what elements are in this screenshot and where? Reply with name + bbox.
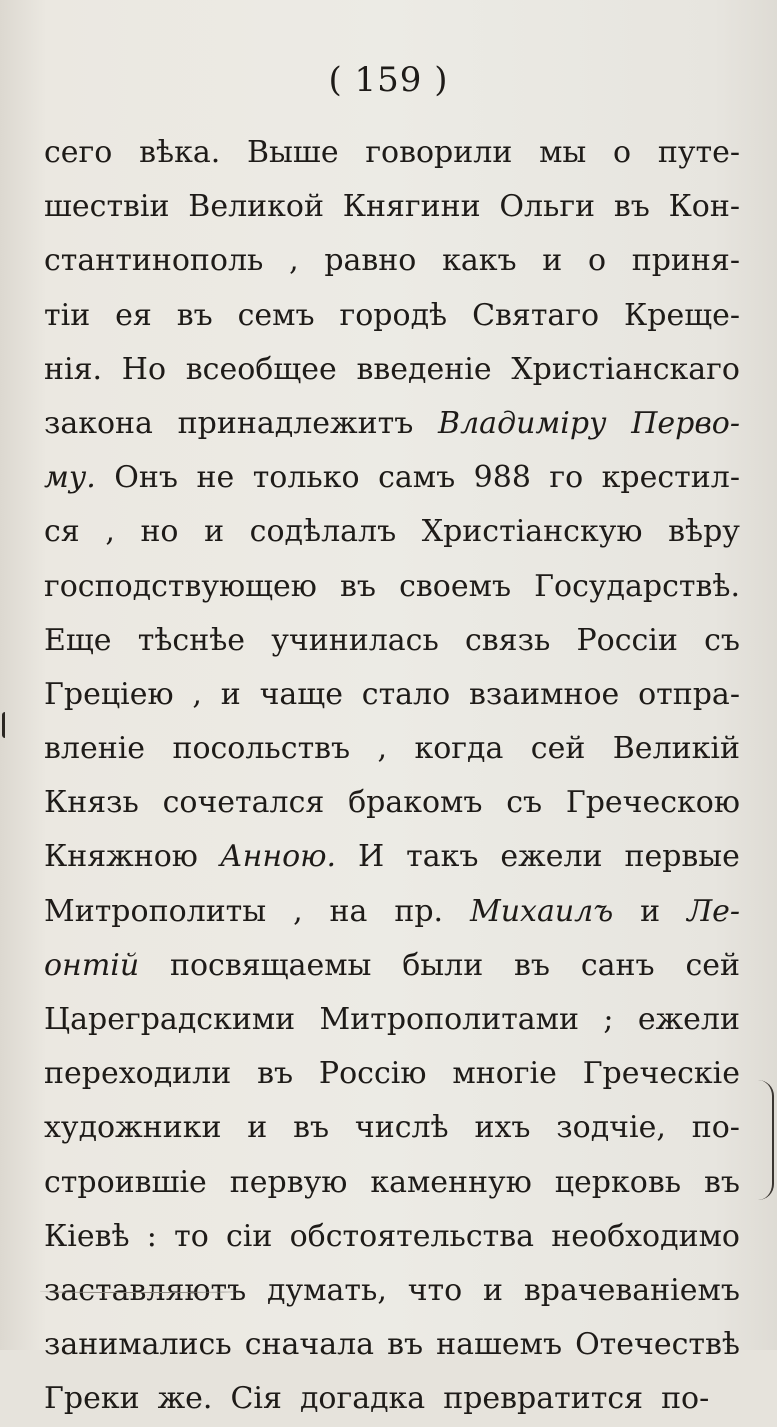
- word: Государствѣ.: [534, 568, 740, 604]
- word: художники: [44, 1110, 222, 1146]
- word: церковь: [554, 1164, 682, 1200]
- word: учинилась: [271, 622, 439, 658]
- text-line: [44, 451, 740, 505]
- word: необходимо: [551, 1218, 740, 1254]
- word: Отечествѣ: [575, 1327, 740, 1363]
- word: городѣ: [339, 297, 448, 333]
- word: первую: [229, 1164, 348, 1200]
- text-line: [44, 885, 740, 939]
- word: сей: [685, 947, 740, 983]
- word: и: [247, 1110, 268, 1146]
- text-line: [44, 560, 740, 614]
- word: господствующею: [44, 568, 317, 604]
- word: многіе: [452, 1056, 557, 1092]
- word: Великій: [612, 731, 740, 767]
- word: и: [640, 893, 661, 929]
- word: съ: [506, 785, 543, 821]
- text-line: [44, 289, 740, 343]
- page-number: ( 159 ): [328, 60, 449, 100]
- text-line: [44, 776, 740, 830]
- word: вѣру: [668, 514, 740, 550]
- body-text: [44, 126, 740, 1427]
- word: въ: [613, 189, 650, 225]
- word: Князь: [44, 785, 139, 821]
- word: мы: [539, 135, 587, 170]
- word: догадка: [299, 1381, 426, 1417]
- word: тѣснѣе: [137, 622, 246, 658]
- word: въ: [514, 947, 551, 983]
- text-line: [44, 722, 740, 776]
- word: нашемъ: [436, 1327, 563, 1363]
- word: вленіе: [44, 731, 146, 767]
- word: Сія: [230, 1381, 282, 1417]
- word: по-: [691, 1110, 740, 1146]
- word: посвящаемы: [170, 947, 372, 983]
- word: сочетался: [162, 785, 325, 821]
- word: :: [146, 1218, 157, 1254]
- word: ежели: [500, 839, 603, 875]
- word: нія.: [44, 351, 103, 387]
- word: Выше: [247, 135, 339, 170]
- word: Михаилъ: [469, 893, 614, 929]
- word: превратится: [443, 1381, 644, 1417]
- word: шествіи: [44, 189, 170, 225]
- word: вѣка.: [139, 135, 221, 170]
- word: бракомъ: [348, 785, 483, 821]
- word: ,: [289, 243, 299, 279]
- text-line: [44, 614, 740, 668]
- word: Христіанскаго: [511, 351, 740, 387]
- margin-bracket-right: [758, 1080, 774, 1200]
- word: зодчіе,: [556, 1110, 666, 1146]
- word: Святаго: [472, 297, 600, 333]
- word: Греки: [44, 1381, 140, 1417]
- word: что: [407, 1272, 463, 1308]
- word: были: [402, 947, 484, 983]
- word: приня-: [631, 243, 740, 279]
- word: ;: [603, 1002, 614, 1037]
- word: ея: [115, 297, 152, 333]
- word: ежели: [637, 1002, 740, 1037]
- word: Греческіе: [582, 1056, 740, 1092]
- word: закона: [44, 405, 153, 441]
- word: введеніе: [356, 351, 492, 387]
- text-line: [44, 180, 740, 234]
- text-line: [44, 668, 740, 722]
- word: своемъ: [399, 568, 512, 604]
- word: занимались: [44, 1327, 232, 1363]
- text-line: [44, 1372, 740, 1426]
- word: Владиміру: [438, 405, 607, 441]
- word: сей: [530, 731, 586, 767]
- word: Кон-: [668, 189, 740, 225]
- word: Митрополитами: [319, 1002, 580, 1037]
- word: переходили: [44, 1056, 232, 1092]
- text-line: [44, 1101, 740, 1155]
- word: го: [549, 460, 584, 496]
- word: отпра-: [638, 676, 740, 712]
- word: тіи: [44, 297, 91, 333]
- word: И: [358, 839, 385, 875]
- word: ся: [44, 514, 80, 550]
- word: Перво-: [631, 405, 740, 441]
- word: Кіевѣ: [44, 1218, 130, 1254]
- word: всеобщее: [185, 351, 337, 387]
- text-line: [44, 126, 740, 180]
- word: и: [204, 514, 225, 550]
- word: Цареградскими: [44, 1002, 296, 1037]
- word: путе-: [657, 135, 740, 170]
- word: онтій: [44, 947, 140, 983]
- word: заставляютъ: [44, 1272, 247, 1308]
- word: въ: [387, 1327, 424, 1363]
- word: только: [252, 460, 360, 496]
- word: Онъ: [114, 460, 178, 496]
- word: первые: [624, 839, 740, 875]
- word: числѣ: [354, 1110, 449, 1146]
- word: стантинополь: [44, 243, 264, 279]
- text-line: [44, 1210, 740, 1264]
- word: му.: [44, 460, 96, 496]
- word: Греціею: [44, 676, 174, 712]
- word: санъ: [580, 947, 655, 983]
- text-line: [44, 505, 740, 559]
- word: связь: [464, 622, 551, 658]
- word: то: [174, 1218, 209, 1254]
- word: крестил-: [601, 460, 740, 496]
- text-line: [44, 1047, 740, 1101]
- word: Еще: [44, 622, 112, 658]
- text-line: [44, 939, 740, 993]
- word: стало: [361, 676, 451, 712]
- word: семъ: [237, 297, 315, 333]
- word: сего: [44, 135, 113, 170]
- word: пр.: [394, 893, 444, 929]
- word: ,: [377, 731, 388, 767]
- word: Княжною: [44, 839, 198, 875]
- text-line: [44, 1318, 740, 1372]
- text-line: [44, 830, 740, 884]
- word: въ: [176, 297, 213, 333]
- word: принадлежитъ: [177, 405, 414, 441]
- word: ,: [105, 514, 115, 550]
- word: ихъ: [474, 1110, 531, 1146]
- word: строившіе: [44, 1164, 207, 1200]
- word: такъ: [406, 839, 479, 875]
- text-line: [44, 343, 740, 397]
- text-line: [44, 234, 740, 288]
- word: сначала: [244, 1327, 375, 1363]
- word: и: [542, 243, 563, 279]
- word: о: [587, 243, 607, 279]
- word: Креще-: [624, 297, 740, 333]
- word: о: [613, 135, 632, 170]
- word: по-: [661, 1381, 710, 1417]
- word: съ: [704, 622, 740, 658]
- word: но: [140, 514, 179, 550]
- text-line: [44, 397, 740, 451]
- word: обстоятельства: [289, 1218, 535, 1254]
- word: въ: [293, 1110, 330, 1146]
- word: въ: [257, 1056, 294, 1092]
- word: и: [483, 1272, 504, 1308]
- word: какъ: [442, 243, 517, 279]
- margin-mark-left: [2, 712, 9, 738]
- word: не: [196, 460, 235, 496]
- word: Россіи: [576, 622, 678, 658]
- word: ,: [293, 893, 303, 929]
- word: говорили: [365, 135, 513, 170]
- word: ,: [192, 676, 202, 712]
- word: чаще: [259, 676, 343, 712]
- word: Россію: [318, 1056, 427, 1092]
- word: Митрополиты: [44, 893, 267, 929]
- word: Анною.: [219, 839, 337, 875]
- word: взаимное: [468, 676, 620, 712]
- word: врачеваніемъ: [523, 1272, 740, 1308]
- word: самъ: [378, 460, 456, 496]
- word: Христіанскую: [421, 514, 643, 550]
- text-line: [44, 1156, 740, 1210]
- word: сіи: [225, 1218, 273, 1254]
- word: Ле-: [687, 893, 740, 929]
- word: думать,: [267, 1272, 387, 1308]
- word: въ: [340, 568, 377, 604]
- word: равно: [324, 243, 417, 279]
- word: и: [220, 676, 241, 712]
- word: на: [329, 893, 368, 929]
- word: Греческою: [565, 785, 740, 821]
- word: въ: [704, 1164, 740, 1200]
- text-line: [44, 993, 740, 1047]
- word: Великой: [188, 189, 324, 225]
- word: содѣлалъ: [249, 514, 397, 550]
- word: каменную: [370, 1164, 532, 1200]
- pencil-underline: [40, 1290, 240, 1293]
- word: Но: [121, 351, 167, 387]
- word: 988: [473, 460, 531, 496]
- word: Ольги: [499, 189, 596, 225]
- word: же.: [157, 1381, 213, 1417]
- word: когда: [414, 731, 504, 767]
- word: посольствъ: [172, 731, 351, 767]
- word: Княгини: [342, 189, 481, 225]
